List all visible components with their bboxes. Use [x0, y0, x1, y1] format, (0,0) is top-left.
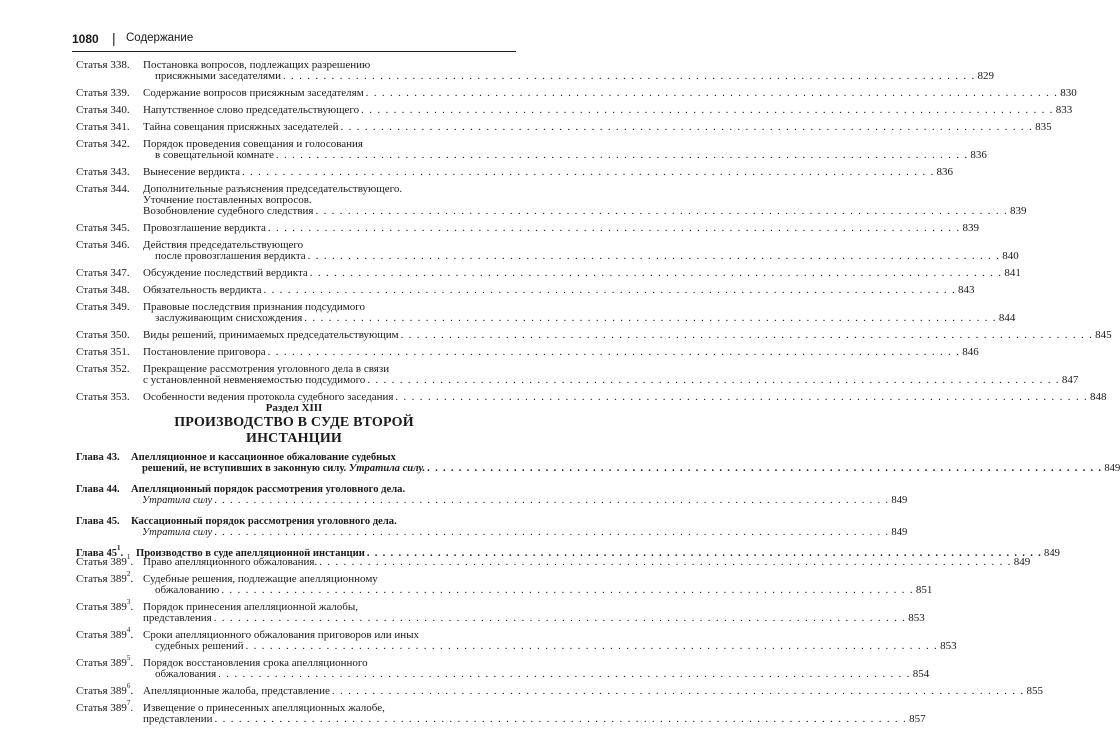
page-ref: 846	[962, 346, 979, 358]
article-label: Статья 352.	[76, 363, 130, 375]
toc-entry[interactable]	[76, 239, 1019, 262]
article-title: Порядок проведения совещания и голосования	[143, 138, 363, 150]
dot-leader: . . . . . . . . . . . . . . . . . . . . . . . . . . . . . . . . . . . . . . . . . . . . . . . . . . . . . . . . . . . . . . . . . . . . . . . . . . . . . . . . . . . . . .	[365, 87, 1059, 99]
section-heading	[72, 401, 516, 447]
dot-leader: . . . . . . . . . . . . . . . . . . . . . . . . . . . . . . . . . . . . . . . . . . . . . . . . . . . . . . . . . . . . . . . . . . . . . . . . . . . . . . . . . . . . . .	[367, 374, 1060, 386]
article-title: представления	[143, 612, 212, 624]
article-label: Статья 351.	[76, 346, 130, 358]
article-title: Дополнительные разъяснения председательствующего.	[143, 183, 403, 195]
section-title-line-1: ПРОИЗВОДСТВО В СУДЕ ВТОРОЙ	[174, 415, 414, 430]
toc-entry[interactable]	[76, 301, 1016, 324]
article-title: обжалованию	[155, 584, 220, 596]
page-ref: 844	[998, 312, 1016, 324]
article-label: Статья 345.	[76, 222, 130, 234]
toc-entry[interactable]	[76, 346, 979, 358]
article-title: Содержание вопросов присяжным заседателям	[143, 87, 364, 99]
dot-leader: . . . . . . . . . . . . . . . . . . . . . . . . . . . . . . . . . . . . . . . . . . . . . . . . . . . . . . . . . . . . . . . . . . . . . . . . . . . . . . . . . . . . . .	[245, 640, 939, 652]
dot-leader: . . . . . . . . . . . . . . . . . . . . . . . . . . . . . . . . . . . . . . . . . . . . . . . . . . . . . . . . . . . . . . . . . . . . . . . . . . . . . . . . . . . . . .	[319, 556, 1012, 568]
page-ref: 854	[912, 668, 930, 680]
dot-leader: . . . . . . . . . . . . . . . . . . . . . . . . . . . . . . . . . . . . . . . . . . . . . . . . . . . . . . . . . . . . . . . . . . . . . . . . . . . . . . . . . . . . . .	[267, 346, 961, 358]
dot-leader: . . . . . . . . . . . . . . . . . . . . . . . . . . . . . . . . . . . . . . . . . . . . . . . . . . . . . . . . . . . . . . . . . . . . . . . . . . . . . . . . . . . . . .	[282, 70, 976, 82]
article-label: Статья 344.	[76, 183, 130, 195]
article-title: Правовые последствия признания подсудимого	[143, 301, 365, 313]
toc-entry[interactable]	[76, 570, 933, 596]
article-title: Уточнение поставленных вопросов.	[143, 194, 312, 206]
toc-articles-a	[76, 59, 1112, 403]
repealed-note: Утратила силу	[142, 527, 213, 538]
article-label: Статья 341.	[76, 121, 130, 133]
dot-leader: . . . . . . . . . . . . . . . . . . . . . . . . . . . . . . . . . . . . . . . . . . . . . . . . . . . . . . . . . . . . . . . . . . . . . . . . . . . . . . . . . . . . . .	[214, 527, 890, 538]
chapter-title: Производство в суде апелляционной инстанции	[136, 548, 365, 559]
toc-entry[interactable]	[76, 166, 954, 178]
article-title: Сроки апелляционного обжалования приговоров или иных	[143, 629, 420, 641]
toc-entry[interactable]	[76, 626, 957, 652]
article-title: Постановка вопросов, подлежащих разрешению	[143, 59, 371, 71]
page-ref: 857	[909, 713, 926, 725]
dot-leader: . . . . . . . . . . . . . . . . . . . . . . . . . . . . . . . . . . . . . . . . . . . . . . . . . . . . . . . . . . . . . . . . . . . . . . . . . . . . . . . . . . . . . .	[304, 312, 997, 324]
dot-leader: . . . . . . . . . . . . . . . . . . . . . . . . . . . . . . . . . . . . . . . . . . . . . . . . . . . . . . . . . . . . . . . . . . . . . . . . . . . . . . . . . . . . . .	[400, 329, 1094, 341]
article-title: после провозглашения вердикта	[155, 250, 306, 262]
chapter-label: Глава 44.	[76, 484, 120, 495]
dot-leader: . . . . . . . . . . . . . . . . . . . . . . . . . . . . . . . . . . . . . . . . . . . . . . . . . . . . . . . . . . . . . . . . . . . . . . . . . . . . . . . . . . . . . .	[267, 222, 961, 234]
toc-entry[interactable]	[76, 59, 995, 82]
dot-leader: . . . . . . . . . . . . . . . . . . . . . . . . . . . . . . . . . . . . . . . . . . . . . . . . . . . . . . . . . . . . . . . . . . . . . . . . . . . . . . . . . . . . . .	[395, 391, 1088, 403]
article-title: Извещение о принесенных апелляционных жалобе,	[143, 702, 385, 714]
header-separator: |	[112, 30, 116, 46]
article-title: Обязательность вердикта	[143, 284, 262, 296]
article-title: Возобновление судебного следствия	[143, 205, 314, 217]
article-title: Порядок принесения апелляционной жалобы,	[143, 601, 359, 613]
article-label: Статья $389^7$.	[76, 699, 134, 714]
dot-leader: . . . . . . . . . . . . . . . . . . . . . . . . . . . . . . . . . . . . . . . . . . . . . . . . . . . . . . . . . . . . . . . . . . . . . . . . . . . . . . . . . . . . . .	[218, 668, 911, 680]
article-label: Статья 343.	[76, 166, 130, 178]
repealed-note: Утратила силу.	[348, 463, 426, 474]
page-ref: 848	[1089, 391, 1107, 403]
chapter-label: Глава $45^1$.	[76, 544, 124, 559]
dot-leader: . . . . . . . . . . . . . . . . . . . . . . . . . . . . . . . . . . . . . . . . . . . . . . . . . . . . . . . . . . . . . . . . . . . . . . . . . . . . . . . . . . . . . .	[307, 250, 1001, 262]
article-title: Судебные решения, подлежащие апелляционному	[143, 573, 378, 585]
repealed-note: Утратила силу	[142, 495, 213, 506]
dot-leader: . . . . . . . . . . . . . . . . . . . . . . . . . . . . . . . . . . . . . . . . . . . . . . . . . . . . . . . . . . . . . . . . . . . . . . . . . . . . . . . . . . . . . .	[275, 149, 969, 161]
chapter-title: Кассационный порядок рассмотрения уголовного дела.	[131, 516, 397, 527]
article-label: Статья 339.	[76, 87, 130, 99]
article-label: Статья $389^1$.	[76, 553, 134, 568]
toc-chapter[interactable]	[76, 516, 908, 538]
article-label: Статья 349.	[76, 301, 130, 313]
article-label: Статья 340.	[76, 104, 130, 116]
dot-leader: . . . . . . . . . . . . . . . . . . . . . . . . . . . . . . . . . . . . . . . . . . . . . . . . . . . . . . . . . . . . . . . . . . . . . . . . . . . . . . . . . . . . . .	[214, 495, 890, 506]
page-ref: 840	[1002, 250, 1019, 262]
toc-entry[interactable]	[76, 183, 1027, 217]
article-title: представлении	[143, 713, 213, 725]
chapter-title: Апелляционный порядок рассмотрения уголовного дела.	[131, 484, 406, 495]
page-ref: 849	[1104, 463, 1120, 474]
article-label: Статья $389^6$.	[76, 682, 134, 697]
page-ref: 849	[1013, 556, 1031, 568]
article-label: Статья 338.	[76, 59, 130, 71]
page-ref: 853	[908, 612, 925, 624]
page-ref: 835	[1035, 121, 1052, 133]
page-number: 1080	[72, 32, 99, 46]
article-title: Тайна совещания присяжных заседателей	[143, 121, 339, 133]
toc-entry[interactable]	[76, 654, 930, 680]
article-title: Постановление приговора	[143, 346, 266, 358]
article-label: Статья $389^3$.	[76, 598, 134, 613]
chapter-label-sup: 1	[117, 544, 121, 553]
toc-entry[interactable]	[76, 138, 987, 161]
article-title: Провозглашение вердикта	[143, 222, 266, 234]
page-ref: 836	[936, 166, 954, 178]
article-label: Статья 353.	[76, 391, 130, 403]
toc-chapters	[76, 452, 1120, 559]
dot-leader: . . . . . . . . . . . . . . . . . . . . . . . . . . . . . . . . . . . . . . . . . . . . . . . . . . . . . . . . . . . . . . . . . . . . . . . . . . . . . . . . . . . . . .	[427, 463, 1103, 474]
dot-leader: . . . . . . . . . . . . . . . . . . . . . . . . . . . . . . . . . . . . . . . . . . . . . . . . . . . . . . . . . . . . . . . . . . . . . . . . . . . . . . . . . . . . . .	[331, 685, 1025, 697]
article-label: Статья 346.	[76, 239, 130, 251]
toc-entry[interactable]	[76, 598, 925, 624]
article-title: Право апелляционного обжалования.	[143, 556, 318, 568]
article-title: с установленной невменяемостью подсудимого	[143, 374, 366, 386]
toc-chapter[interactable]	[76, 484, 908, 506]
toc-entry[interactable]	[76, 121, 1052, 133]
article-title: обжалования	[155, 668, 217, 680]
toc-entry[interactable]	[76, 87, 1077, 99]
page-ref: 849	[891, 495, 908, 506]
toc-entry[interactable]	[76, 329, 1112, 341]
article-label: Статья $389^4$.	[76, 626, 134, 641]
dot-leader: . . . . . . . . . . . . . . . . . . . . . . . . . . . . . . . . . . . . . . . . . . . . . . . . . . . . . . . . . . . . . . . . . . . . . . . . . . . . . . . . . . . . . .	[366, 548, 1043, 559]
page-ref: 843	[958, 284, 975, 296]
chapter-label: Глава 43.	[76, 452, 120, 463]
toc-entry[interactable]	[76, 699, 926, 725]
dot-leader: . . . . . . . . . . . . . . . . . . . . . . . . . . . . . . . . . . . . . . . . . . . . . . . . . . . . . . . . . . . . . . . . . . . . . . . . . . . . . . . . . . . . . .	[221, 584, 914, 596]
toc-entry[interactable]	[76, 284, 975, 296]
dot-leader: . . . . . . . . . . . . . . . . . . . . . . . . . . . . . . . . . . . . . . . . . . . . . . . . . . . . . . . . . . . . . . . . . . . . . . . . . . . . . . . . . . . . . .	[361, 104, 1054, 116]
toc-entry[interactable]	[76, 363, 1079, 386]
chapter-title: Апелляционное и кассационное обжалование судебных	[131, 452, 396, 463]
dot-leader: . . . . . . . . . . . . . . . . . . . . . . . . . . . . . . . . . . . . . . . . . . . . . . . . . . . . . . . . . . . . . . . . . . . . . . . . . . . . . . . . . . . . . .	[263, 284, 957, 296]
article-label: Статья 350.	[76, 329, 130, 341]
article-title: Апелляционные жалоба, представление	[143, 685, 330, 697]
article-title: Порядок восстановления срока апелляционного	[143, 657, 368, 669]
article-label: Статья 347.	[76, 267, 130, 279]
page-ref: 855	[1026, 685, 1043, 697]
article-label: Статья 348.	[76, 284, 130, 296]
page-ref: 849	[891, 527, 908, 538]
chapter-title: решений, не вступивших в законную силу.	[142, 463, 347, 474]
page-ref: 849	[1044, 548, 1060, 559]
article-label: Статья 342.	[76, 138, 130, 150]
header-section-title: Содержание	[126, 32, 194, 44]
page-ref: 836	[970, 149, 987, 161]
article-title: в совещательной комнате	[155, 149, 274, 161]
toc-entry[interactable]	[76, 222, 979, 234]
article-title: Вынесение вердикта	[143, 166, 240, 178]
article-title: присяжными заседателями	[155, 70, 281, 82]
running-header	[72, 29, 516, 52]
toc-entry[interactable]	[76, 682, 1043, 697]
page-ref: 829	[977, 70, 995, 82]
article-title: Обсуждение последствий вердикта	[143, 267, 308, 279]
article-title: судебных решений	[155, 640, 244, 652]
article-title: заслуживающим снисхождения	[155, 312, 303, 324]
article-title: Виды решений, принимаемых председательствующим	[143, 329, 399, 341]
dot-leader: . . . . . . . . . . . . . . . . . . . . . . . . . . . . . . . . . . . . . . . . . . . . . . . . . . . . . . . . . . . . . . . . . . . . . . . . . . . . . . . . . . . . . .	[214, 713, 908, 725]
page-ref: 830	[1060, 87, 1077, 99]
article-label: Статья $389^5$.	[76, 654, 134, 669]
dot-leader: . . . . . . . . . . . . . . . . . . . . . . . . . . . . . . . . . . . . . . . . . . . . . . . . . . . . . . . . . . . . . . . . . . . . . . . . . . . . . . . . . . . . . .	[241, 166, 935, 178]
page-ref: 851	[915, 584, 933, 596]
section-number: Раздел XIII	[265, 402, 323, 414]
article-title: Особенности ведения протокола судебного заседания	[143, 391, 394, 403]
dot-leader: . . . . . . . . . . . . . . . . . . . . . . . . . . . . . . . . . . . . . . . . . . . . . . . . . . . . . . . . . . . . . . . . . . . . . . . . . . . . . . . . . . . . . .	[213, 612, 907, 624]
article-title: Прекращение рассмотрения уголовного дела в связи	[143, 363, 390, 375]
article-label: Статья $389^2$.	[76, 570, 134, 585]
dot-leader: . . . . . . . . . . . . . . . . . . . . . . . . . . . . . . . . . . . . . . . . . . . . . . . . . . . . . . . . . . . . . . . . . . . . . . . . . . . . . . . . . . . . . .	[340, 121, 1034, 133]
page-ref: 839	[962, 222, 979, 234]
toc-entry[interactable]	[76, 267, 1021, 279]
section-title-line-2: ИНСТАНЦИИ	[246, 431, 342, 446]
page-ref: 847	[1061, 374, 1079, 386]
chapter-label: Глава 45.	[76, 516, 120, 527]
toc-entry[interactable]	[76, 104, 1073, 116]
dot-leader: . . . . . . . . . . . . . . . . . . . . . . . . . . . . . . . . . . . . . . . . . . . . . . . . . . . . . . . . . . . . . . . . . . . . . . . . . . . . . . . . . . . . . .	[309, 267, 1003, 279]
article-title: Действия председательствующего	[143, 239, 304, 251]
page-ref: 839	[1010, 205, 1027, 217]
page-ref: 853	[940, 640, 957, 652]
toc-chapter[interactable]	[76, 452, 1120, 474]
page-ref: 841	[1004, 267, 1021, 279]
page-ref: 833	[1055, 104, 1073, 116]
dot-leader: . . . . . . . . . . . . . . . . . . . . . . . . . . . . . . . . . . . . . . . . . . . . . . . . . . . . . . . . . . . . . . . . . . . . . . . . . . . . . . . . . . . . . .	[315, 205, 1009, 217]
article-title: Напутственное слово председательствующего	[143, 104, 360, 116]
page-ref: 845	[1095, 329, 1112, 341]
